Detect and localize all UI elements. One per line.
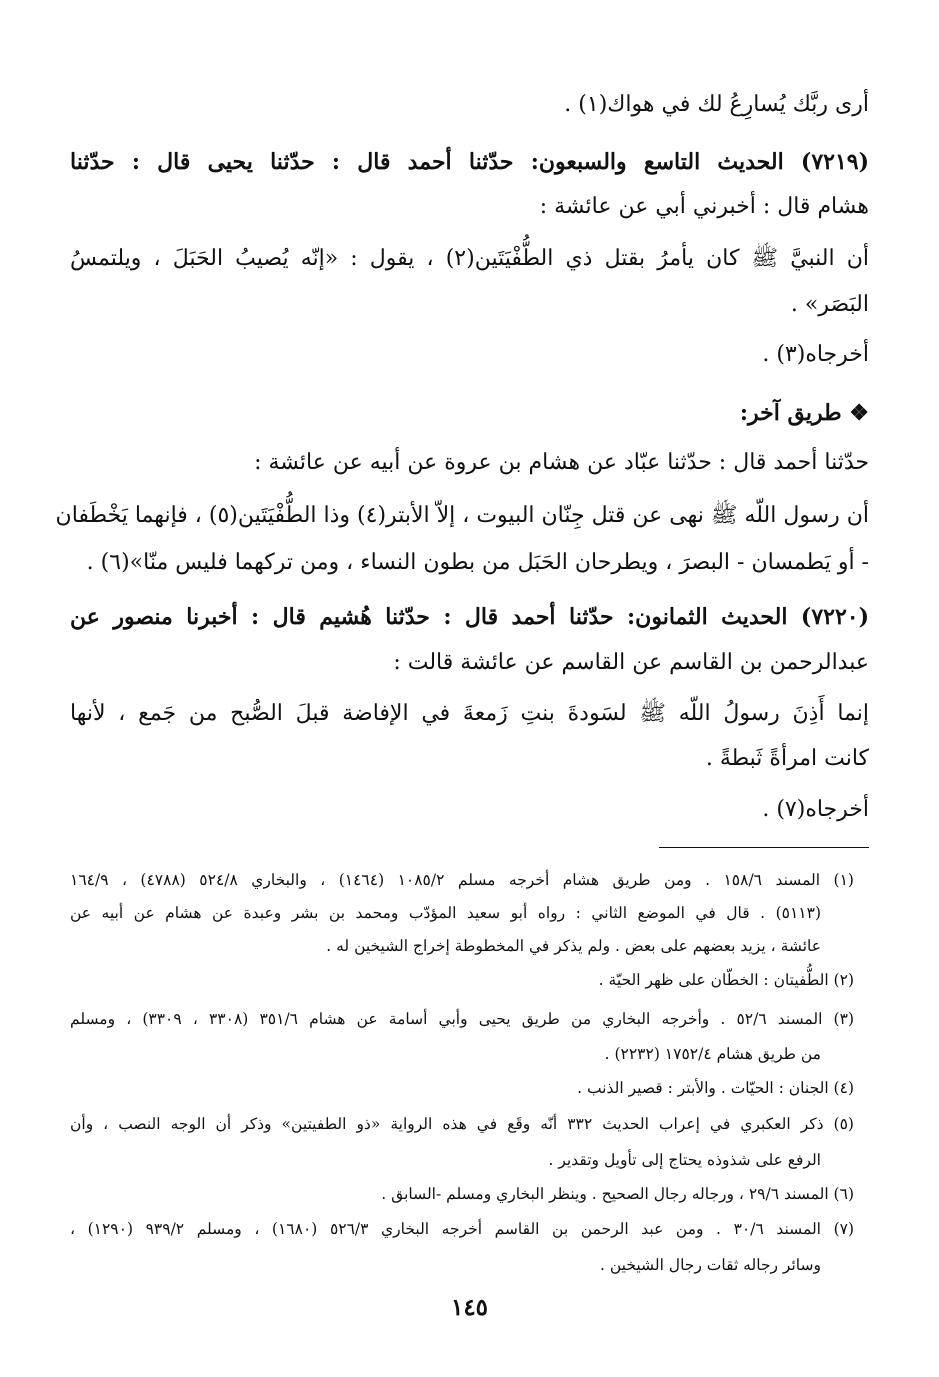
text-line: أرى ربَّك يُسارِعُ لك في هواك(١) . (564, 92, 869, 117)
footnote-line: (٤) الجنان : الحيّات . والأبتر : قصير الذنب . (577, 1079, 854, 1097)
text-line: أن رسول اللّه ﷺ نهى عن قتل جِنّان البيوت ، إلاّ الأبتر(٤) وذا الطُّفْيَتَين(٥) ، فإنهما يَخْطَفان (55, 503, 869, 528)
footnote-line: (٧) المسند ٣٠/٦ . ومن عبد الرحمن بن القاسم أخرجه البخاري ٥٢٦/٣ (١٦٨٠) ، ومسلم ٩٣٩/٢ (١٢٩٠) ، (70, 1220, 855, 1238)
footnote-line: عائشة ، يزيد بعضهم على بعض . ولم يذكر في المخطوطة إخراج الشيخين له . (326, 937, 821, 955)
footnote-line: (٥) ذكر العكبري في إعراب الحديث ٣٣٢ أنّه وقَع في هذه الرواية «ذو الطفيتين» وذكر أن الوجه النصب ، وأن (70, 1115, 854, 1133)
hadith-heading-7219: (٧٢١٩) الحديث التاسع والسبعون: حدّثنا أحمد قال : حدّثنا يحيى قال : حدّثنا (70, 149, 869, 175)
page-number: ١٤٥ (450, 1294, 489, 1321)
footnote-line: (٥١١٣) . قال في الموضع الثاني : رواه أبو سعيد المؤدّب ومحمد بن بشر وعبدة عن هشام عن أبيه عن (70, 904, 821, 922)
text-line: عبدالرحمن بن القاسم عن القاسم عن عائشة قالت : (393, 650, 869, 675)
footnote-line: (٦) المسند ٢٩/٦ ، ورجاله رجال الصحيح . وينظر البخاري ومسلم -السابق . (381, 1185, 854, 1203)
footnote-line: وسائر رجاله ثقات رجال الشيخين . (600, 1256, 821, 1274)
text-line: أن النبيَّ ﷺ كان يأمرُ بقتل ذي الطُّفْيَتَين(٢) ، يقول : «إنّه يُصيبُ الحَبَلَ ، ويلتمسُ (70, 246, 869, 271)
footnote-separator (659, 847, 869, 848)
text-line: - أو يَطمسان - البصرَ ، ويطرحان الحَبَل من بطون النساء ، ومن تركهما فليس منّا»(٦) . (86, 550, 869, 575)
text-line: حدّثنا أحمد قال : حدّثنا عبّاد عن هشام بن عروة عن أبيه عن عائشة : (254, 450, 869, 475)
hadith-heading-7220: (٧٢٢٠) الحديث الثمانون: حدّثنا أحمد قال : حدّثنا هُشيم قال : أخبرنا منصور عن (70, 604, 869, 630)
text-line: إنما أَذِنَ رسولُ اللّه ﷺ لسَودةَ بنتِ زَمعةَ في الإفاضة قبلَ الصُّبح من جَمع ، لأنها (70, 701, 869, 726)
text-line: هشام قال : أخبرني أبي عن عائشة : (539, 194, 869, 219)
text-line: كانت امرأةً ثَبطةً . (705, 746, 869, 771)
footnote-line: (١) المسند ١٥٨/٦ . ومن طريق هشام أخرجه مسلم ١٠٨٥/٢ (١٤٦٤) ، والبخاري ٥٢٤/٨ (٤٧٨٨) ، ١٦٤/٩ (70, 871, 854, 889)
section-heading: ❖ طريق آخر: (739, 400, 869, 426)
text-line: البَصَر» . (790, 292, 869, 317)
footnote-line: (٣) المسند ٥٢/٦ . وأخرجه البخاري من طريق يحيى وأبي أسامة عن هشام ٣٥١/٦ (٣٣٠٨ ، ٣٣٠٩) ، ومسلم (70, 1010, 854, 1028)
footnote-line: (٢) الطُّفيتان : الخطّان على ظهر الحيّة . (598, 971, 854, 989)
footnote-line: الرفع على شذوذه يحتاج إلى تأويل وتقدير . (548, 1151, 821, 1169)
footnote-line: من طريق هشام ١٧٥٢/٤ (٢٢٣٢) . (604, 1045, 821, 1063)
text-line: أخرجاه(٧) . (762, 797, 869, 822)
text-line: أخرجاه(٣) . (762, 342, 869, 367)
